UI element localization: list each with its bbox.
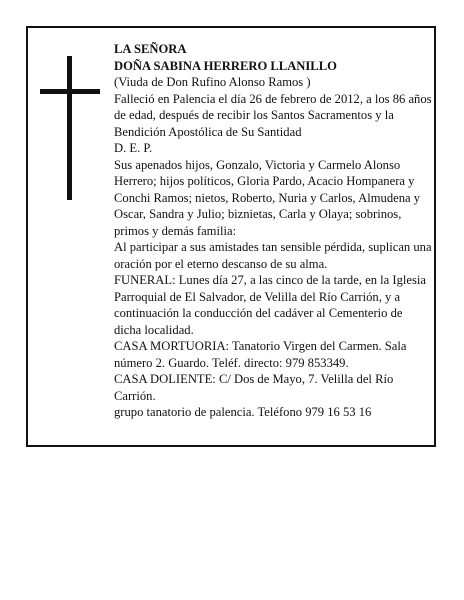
obituary-text — [114, 41, 432, 421]
mortuary-house: CASA MORTUORIA: Tanatorio Virgen del Carmen. Sala número 2. Guardo. Teléf. directo: 979 853349. — [114, 339, 407, 370]
cross-horizontal-bar — [40, 89, 100, 94]
cross-icon — [40, 56, 100, 200]
cross-vertical-bar — [67, 56, 72, 200]
rip: D. E. P. — [114, 141, 153, 155]
prayer-request: Al participar a sus amistades tan sensible pérdida, suplican una oración por el eterno descanso de su alma. — [114, 240, 432, 271]
widow-of: (Viuda de Don Rufino Alonso Ramos ) — [114, 75, 311, 89]
grieving-house: CASA DOLIENTE: C/ Dos de Mayo, 7. Velilla del Río Carrión. — [114, 372, 394, 403]
obituary-notice — [26, 26, 436, 447]
footer-contact: grupo tanatorio de palencia. Teléfono 979 16 53 16 — [114, 405, 372, 419]
death-announcement: Falleció en Palencia el día 26 de febrero de 2012, a los 86 años de edad, después de recibir los Santos Sacramentos y la Bendición Apostólica de Su Santidad — [114, 91, 432, 139]
family-list: Sus apenados hijos, Gonzalo, Victoria y Carmelo Alonso Herrero; hijos políticos, Gloria Pardo, Acacio Hompanera y Conchi Ramos; nietos, Roberto, Nuria y Carlos, Almudena y Oscar, Sandra y Julio; biznietas, Carla y Olaya; sobrinos, primos y demás familia: — [114, 157, 421, 238]
deceased-name: DOÑA SABINA HERRERO LLANILLO — [114, 58, 337, 73]
funeral-info: FUNERAL: Lunes día 27, a las cinco de la tarde, en la Iglesia Parroquial de El Salvador, de Velilla del Río Carrión, y a continuación la conducción del cadáver al Cementerio de dicha localidad. — [114, 273, 426, 337]
heading: LA SEÑORA — [114, 42, 187, 56]
